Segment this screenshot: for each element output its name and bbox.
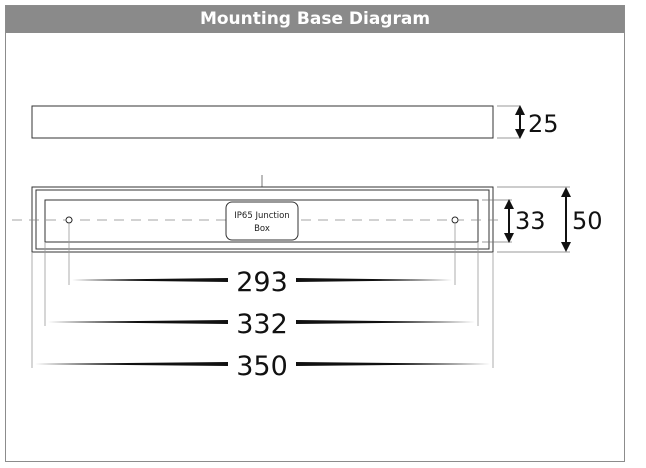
side-profile-bar [32, 106, 520, 138]
mounting-hole-right [452, 217, 458, 223]
dim-label-332: 332 [236, 309, 288, 340]
junction-box-label-line1: IP65 Junction [234, 211, 290, 221]
junction-box [226, 202, 298, 240]
dim-label-50: 50 [572, 207, 603, 235]
dim-label-33: 33 [515, 207, 546, 235]
dim-label-293: 293 [236, 267, 288, 298]
dim-label-350: 350 [236, 351, 288, 382]
junction-box-label-line2: Box [254, 224, 270, 234]
diagram-title: Mounting Base Diagram [6, 6, 624, 33]
dim-label-25: 25 [528, 110, 559, 138]
mounting-hole-left [66, 217, 72, 223]
